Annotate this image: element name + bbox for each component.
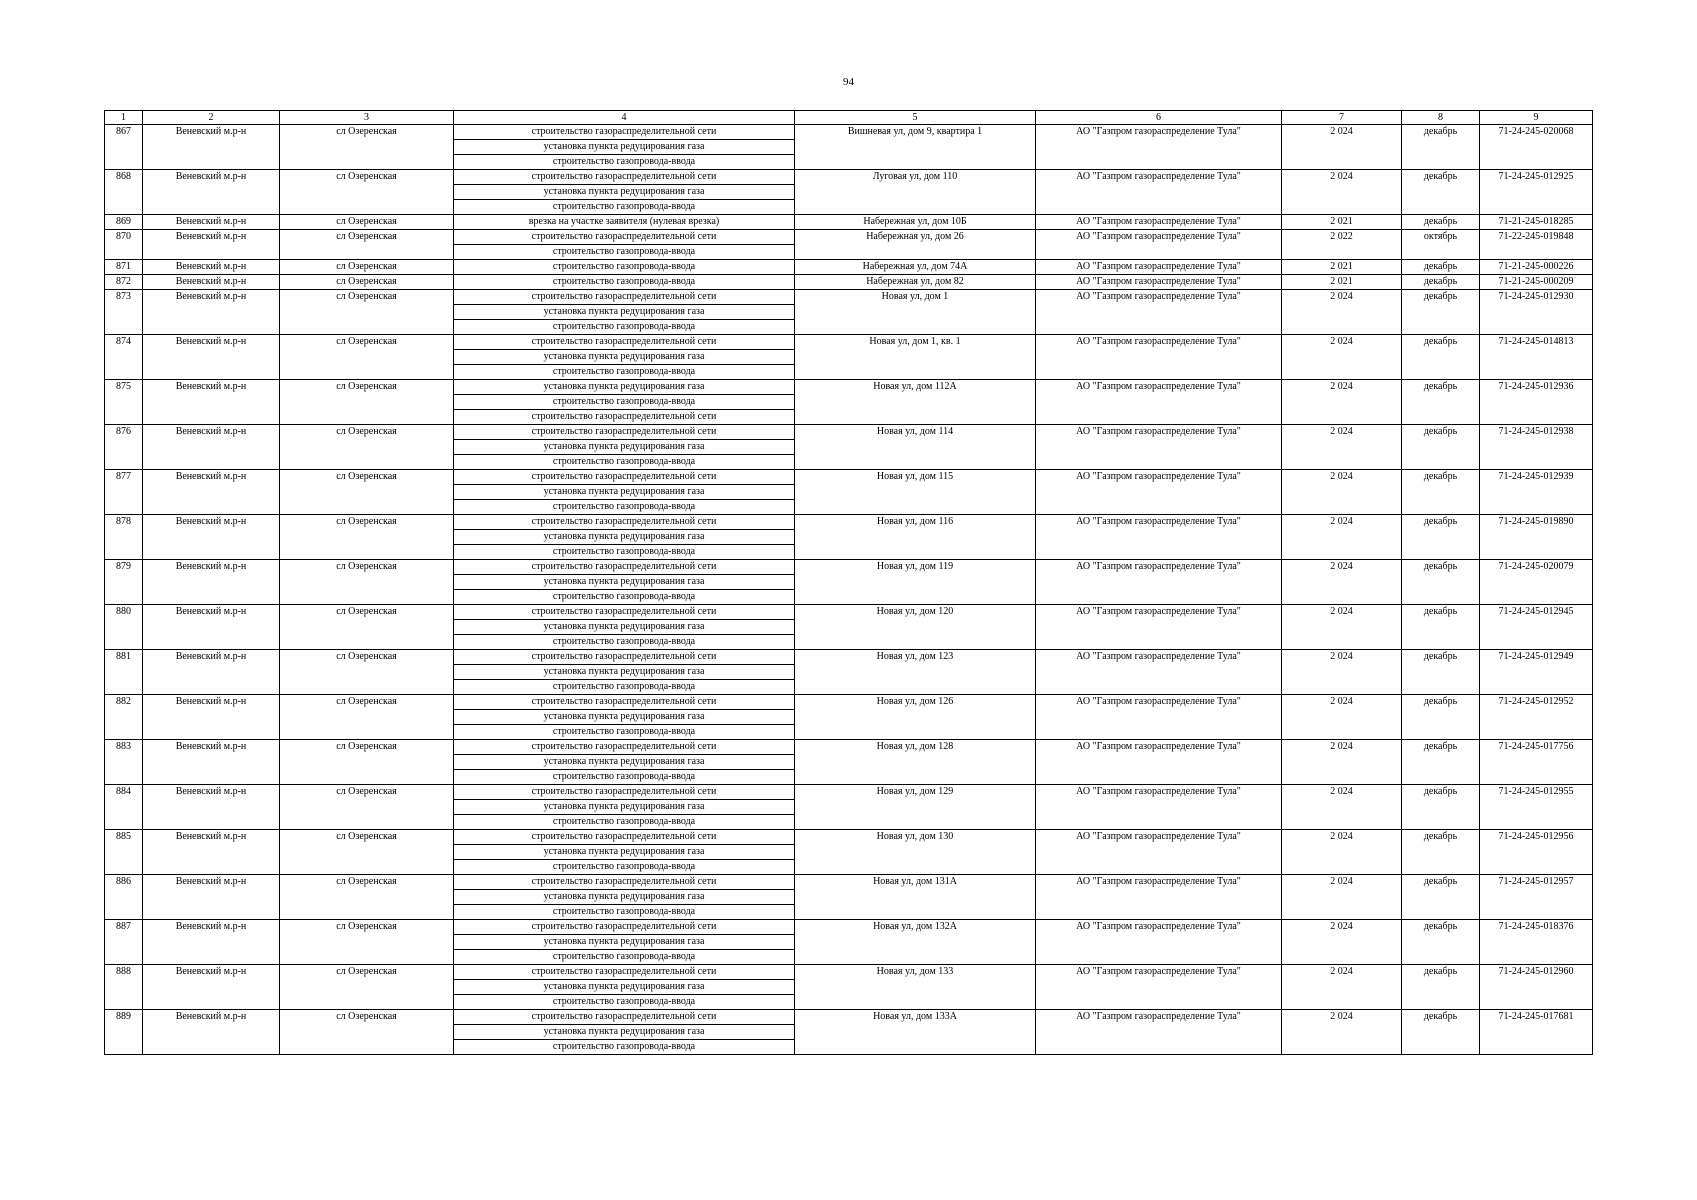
table-row xyxy=(105,230,1593,245)
district-cell: Веневский м.р-н xyxy=(143,125,280,170)
application-number-cell: 71-24-245-018376 xyxy=(1480,920,1593,965)
month-cell: декабрь xyxy=(1402,215,1480,230)
year-cell: 2 024 xyxy=(1282,650,1402,695)
application-number-cell: 71-24-245-020079 xyxy=(1480,560,1593,605)
row-number-cell: 884 xyxy=(105,785,143,830)
work-type-cell: установка пункта редуцирования газа xyxy=(454,305,795,320)
work-type-cell: строительство газопровода-ввода xyxy=(454,275,795,290)
work-type-cell: установка пункта редуцирования газа xyxy=(454,440,795,455)
month-cell: декабрь xyxy=(1402,380,1480,425)
settlement-cell: сл Озеренская xyxy=(280,920,454,965)
row-number-cell: 874 xyxy=(105,335,143,380)
month-cell: декабрь xyxy=(1402,920,1480,965)
work-type-cell: строительство газопровода-ввода xyxy=(454,455,795,470)
work-type-cell: строительство газопровода-ввода xyxy=(454,245,795,260)
year-cell: 2 024 xyxy=(1282,740,1402,785)
year-cell: 2 024 xyxy=(1282,335,1402,380)
work-type-cell: строительство газопровода-ввода xyxy=(454,320,795,335)
application-number-cell: 71-24-245-012945 xyxy=(1480,605,1593,650)
address-cell: Новая ул, дом 120 xyxy=(795,605,1036,650)
table-row xyxy=(105,875,1593,890)
month-cell: декабрь xyxy=(1402,605,1480,650)
page-number: 94 xyxy=(843,76,854,88)
row-number-cell: 882 xyxy=(105,695,143,740)
month-cell: декабрь xyxy=(1402,695,1480,740)
work-type-cell: строительство газораспределительной сети xyxy=(454,170,795,185)
settlement-cell: сл Озеренская xyxy=(280,560,454,605)
year-cell: 2 021 xyxy=(1282,275,1402,290)
work-type-cell: строительство газопровода-ввода xyxy=(454,635,795,650)
organization-cell: АО "Газпром газораспределение Тула" xyxy=(1036,740,1282,785)
year-cell: 2 021 xyxy=(1282,215,1402,230)
address-cell: Новая ул, дом 115 xyxy=(795,470,1036,515)
organization-cell: АО "Газпром газораспределение Тула" xyxy=(1036,170,1282,215)
district-cell: Веневский м.р-н xyxy=(143,785,280,830)
row-number-cell: 881 xyxy=(105,650,143,695)
table-row xyxy=(105,125,1593,140)
table-row xyxy=(105,275,1593,290)
district-cell: Веневский м.р-н xyxy=(143,605,280,650)
table-row xyxy=(105,920,1593,935)
district-cell: Веневский м.р-н xyxy=(143,740,280,785)
table-row xyxy=(105,470,1593,485)
application-number-cell: 71-24-245-012955 xyxy=(1480,785,1593,830)
address-cell: Набережная ул, дом 26 xyxy=(795,230,1036,260)
row-number-cell: 878 xyxy=(105,515,143,560)
settlement-cell: сл Озеренская xyxy=(280,125,454,170)
row-number-cell: 885 xyxy=(105,830,143,875)
year-cell: 2 024 xyxy=(1282,425,1402,470)
work-type-cell: строительство газопровода-ввода xyxy=(454,545,795,560)
row-number-cell: 883 xyxy=(105,740,143,785)
work-type-cell: строительство газораспределительной сети xyxy=(454,605,795,620)
application-number-cell: 71-24-245-012960 xyxy=(1480,965,1593,1010)
month-cell: декабрь xyxy=(1402,1010,1480,1055)
application-number-cell: 71-24-245-012938 xyxy=(1480,425,1593,470)
table-row xyxy=(105,335,1593,350)
settlement-cell: сл Озеренская xyxy=(280,230,454,260)
district-cell: Веневский м.р-н xyxy=(143,215,280,230)
row-number-cell: 872 xyxy=(105,275,143,290)
year-cell: 2 024 xyxy=(1282,560,1402,605)
year-cell: 2 024 xyxy=(1282,695,1402,740)
organization-cell: АО "Газпром газораспределение Тула" xyxy=(1036,515,1282,560)
row-number-cell: 880 xyxy=(105,605,143,650)
table-row xyxy=(105,740,1593,755)
district-cell: Веневский м.р-н xyxy=(143,260,280,275)
month-cell: декабрь xyxy=(1402,740,1480,785)
settlement-cell: сл Озеренская xyxy=(280,290,454,335)
district-cell: Веневский м.р-н xyxy=(143,425,280,470)
organization-cell: АО "Газпром газораспределение Тула" xyxy=(1036,920,1282,965)
row-number-cell: 876 xyxy=(105,425,143,470)
address-cell: Новая ул, дом 1, кв. 1 xyxy=(795,335,1036,380)
settlement-cell: сл Озеренская xyxy=(280,515,454,560)
year-cell: 2 024 xyxy=(1282,830,1402,875)
year-cell: 2 024 xyxy=(1282,290,1402,335)
application-number-cell: 71-22-245-019848 xyxy=(1480,230,1593,260)
work-type-cell: строительство газораспределительной сети xyxy=(454,785,795,800)
work-type-cell: строительство газораспределительной сети xyxy=(454,740,795,755)
row-number-cell: 886 xyxy=(105,875,143,920)
application-number-cell: 71-24-245-020068 xyxy=(1480,125,1593,170)
settlement-cell: сл Озеренская xyxy=(280,605,454,650)
district-cell: Веневский м.р-н xyxy=(143,170,280,215)
year-cell: 2 024 xyxy=(1282,170,1402,215)
table-row xyxy=(105,425,1593,440)
table-row xyxy=(105,830,1593,845)
district-cell: Веневский м.р-н xyxy=(143,380,280,425)
work-type-cell: установка пункта редуцирования газа xyxy=(454,380,795,395)
work-type-cell: строительство газораспределительной сети xyxy=(454,920,795,935)
settlement-cell: сл Озеренская xyxy=(280,215,454,230)
month-cell: декабрь xyxy=(1402,470,1480,515)
row-number-cell: 879 xyxy=(105,560,143,605)
month-cell: декабрь xyxy=(1402,425,1480,470)
work-type-cell: установка пункта редуцирования газа xyxy=(454,530,795,545)
work-type-cell: строительство газопровода-ввода xyxy=(454,860,795,875)
organization-cell: АО "Газпром газораспределение Тула" xyxy=(1036,470,1282,515)
work-type-cell: строительство газопровода-ввода xyxy=(454,260,795,275)
column-header: 7 xyxy=(1282,111,1402,125)
work-type-cell: установка пункта редуцирования газа xyxy=(454,800,795,815)
work-type-cell: строительство газопровода-ввода xyxy=(454,155,795,170)
application-number-cell: 71-24-245-012956 xyxy=(1480,830,1593,875)
work-type-cell: строительство газопровода-ввода xyxy=(454,950,795,965)
settlement-cell: сл Озеренская xyxy=(280,275,454,290)
work-type-cell: строительство газопровода-ввода xyxy=(454,395,795,410)
work-type-cell: установка пункта редуцирования газа xyxy=(454,620,795,635)
settlement-cell: сл Озеренская xyxy=(280,425,454,470)
row-number-cell: 871 xyxy=(105,260,143,275)
settlement-cell: сл Озеренская xyxy=(280,380,454,425)
column-header: 2 xyxy=(143,111,280,125)
table-row xyxy=(105,650,1593,665)
work-type-cell: установка пункта редуцирования газа xyxy=(454,890,795,905)
column-header: 5 xyxy=(795,111,1036,125)
settlement-cell: сл Озеренская xyxy=(280,965,454,1010)
work-type-cell: строительство газораспределительной сети xyxy=(454,470,795,485)
district-cell: Веневский м.р-н xyxy=(143,230,280,260)
work-type-cell: установка пункта редуцирования газа xyxy=(454,710,795,725)
district-cell: Веневский м.р-н xyxy=(143,920,280,965)
application-number-cell: 71-24-245-014813 xyxy=(1480,335,1593,380)
year-cell: 2 024 xyxy=(1282,920,1402,965)
work-type-cell: врезка на участке заявителя (нулевая врезка) xyxy=(454,215,795,230)
month-cell: декабрь xyxy=(1402,515,1480,560)
work-type-cell: установка пункта редуцирования газа xyxy=(454,140,795,155)
work-type-cell: строительство газопровода-ввода xyxy=(454,995,795,1010)
work-type-cell: строительство газопровода-ввода xyxy=(454,200,795,215)
district-cell: Веневский м.р-н xyxy=(143,695,280,740)
work-type-cell: строительство газораспределительной сети xyxy=(454,410,795,425)
settlement-cell: сл Озеренская xyxy=(280,695,454,740)
organization-cell: АО "Газпром газораспределение Тула" xyxy=(1036,335,1282,380)
work-type-cell: строительство газораспределительной сети xyxy=(454,515,795,530)
address-cell: Новая ул, дом 129 xyxy=(795,785,1036,830)
month-cell: декабрь xyxy=(1402,965,1480,1010)
column-header: 3 xyxy=(280,111,454,125)
month-cell: декабрь xyxy=(1402,335,1480,380)
work-type-cell: строительство газораспределительной сети xyxy=(454,650,795,665)
organization-cell: АО "Газпром газораспределение Тула" xyxy=(1036,425,1282,470)
settlement-cell: сл Озеренская xyxy=(280,785,454,830)
settlement-cell: сл Озеренская xyxy=(280,1010,454,1055)
year-cell: 2 024 xyxy=(1282,875,1402,920)
work-type-cell: строительство газораспределительной сети xyxy=(454,695,795,710)
year-cell: 2 024 xyxy=(1282,1010,1402,1055)
organization-cell: АО "Газпром газораспределение Тула" xyxy=(1036,560,1282,605)
year-cell: 2 024 xyxy=(1282,515,1402,560)
row-number-cell: 887 xyxy=(105,920,143,965)
work-type-cell: строительство газопровода-ввода xyxy=(454,590,795,605)
table-body xyxy=(105,111,1593,1055)
table-row xyxy=(105,560,1593,575)
application-number-cell: 71-24-245-017681 xyxy=(1480,1010,1593,1055)
work-type-cell: установка пункта редуцирования газа xyxy=(454,755,795,770)
registry-table xyxy=(104,110,1593,1055)
application-number-cell: 71-24-245-012930 xyxy=(1480,290,1593,335)
month-cell: декабрь xyxy=(1402,170,1480,215)
table-row xyxy=(105,605,1593,620)
work-type-cell: строительство газораспределительной сети xyxy=(454,425,795,440)
application-number-cell: 71-24-245-012949 xyxy=(1480,650,1593,695)
work-type-cell: строительство газораспределительной сети xyxy=(454,560,795,575)
district-cell: Веневский м.р-н xyxy=(143,875,280,920)
settlement-cell: сл Озеренская xyxy=(280,470,454,515)
year-cell: 2 024 xyxy=(1282,380,1402,425)
row-number-cell: 867 xyxy=(105,125,143,170)
organization-cell: АО "Газпром газораспределение Тула" xyxy=(1036,830,1282,875)
organization-cell: АО "Газпром газораспределение Тула" xyxy=(1036,215,1282,230)
work-type-cell: строительство газораспределительной сети xyxy=(454,230,795,245)
row-number-cell: 877 xyxy=(105,470,143,515)
table-row xyxy=(105,290,1593,305)
district-cell: Веневский м.р-н xyxy=(143,335,280,380)
settlement-cell: сл Озеренская xyxy=(280,875,454,920)
year-cell: 2 021 xyxy=(1282,260,1402,275)
work-type-cell: строительство газопровода-ввода xyxy=(454,680,795,695)
work-type-cell: строительство газораспределительной сети xyxy=(454,1010,795,1025)
address-cell: Новая ул, дом 132А xyxy=(795,920,1036,965)
settlement-cell: сл Озеренская xyxy=(280,335,454,380)
work-type-cell: строительство газораспределительной сети xyxy=(454,830,795,845)
application-number-cell: 71-21-245-000226 xyxy=(1480,260,1593,275)
column-header: 6 xyxy=(1036,111,1282,125)
organization-cell: АО "Газпром газораспределение Тула" xyxy=(1036,275,1282,290)
work-type-cell: строительство газораспределительной сети xyxy=(454,875,795,890)
table-row xyxy=(105,380,1593,395)
month-cell: декабрь xyxy=(1402,275,1480,290)
settlement-cell: сл Озеренская xyxy=(280,740,454,785)
application-number-cell: 71-24-245-017756 xyxy=(1480,740,1593,785)
address-cell: Луговая ул, дом 110 xyxy=(795,170,1036,215)
work-type-cell: установка пункта редуцирования газа xyxy=(454,935,795,950)
work-type-cell: установка пункта редуцирования газа xyxy=(454,980,795,995)
work-type-cell: установка пункта редуцирования газа xyxy=(454,185,795,200)
settlement-cell: сл Озеренская xyxy=(280,830,454,875)
row-number-cell: 869 xyxy=(105,215,143,230)
row-number-cell: 870 xyxy=(105,230,143,260)
address-cell: Новая ул, дом 1 xyxy=(795,290,1036,335)
year-cell: 2 024 xyxy=(1282,965,1402,1010)
district-cell: Веневский м.р-н xyxy=(143,560,280,605)
column-header-row xyxy=(105,111,1593,125)
settlement-cell: сл Озеренская xyxy=(280,170,454,215)
application-number-cell: 71-24-245-012939 xyxy=(1480,470,1593,515)
work-type-cell: строительство газопровода-ввода xyxy=(454,1040,795,1055)
address-cell: Новая ул, дом 112А xyxy=(795,380,1036,425)
work-type-cell: строительство газораспределительной сети xyxy=(454,965,795,980)
application-number-cell: 71-24-245-019890 xyxy=(1480,515,1593,560)
work-type-cell: установка пункта редуцирования газа xyxy=(454,485,795,500)
year-cell: 2 024 xyxy=(1282,605,1402,650)
district-cell: Веневский м.р-н xyxy=(143,515,280,560)
table-row xyxy=(105,170,1593,185)
district-cell: Веневский м.р-н xyxy=(143,275,280,290)
work-type-cell: строительство газопровода-ввода xyxy=(454,365,795,380)
table-row xyxy=(105,260,1593,275)
work-type-cell: установка пункта редуцирования газа xyxy=(454,350,795,365)
address-cell: Набережная ул, дом 10Б xyxy=(795,215,1036,230)
work-type-cell: строительство газопровода-ввода xyxy=(454,770,795,785)
application-number-cell: 71-24-245-012936 xyxy=(1480,380,1593,425)
month-cell: декабрь xyxy=(1402,290,1480,335)
work-type-cell: установка пункта редуцирования газа xyxy=(454,1025,795,1040)
row-number-cell: 868 xyxy=(105,170,143,215)
address-cell: Новая ул, дом 126 xyxy=(795,695,1036,740)
row-number-cell: 875 xyxy=(105,380,143,425)
month-cell: декабрь xyxy=(1402,830,1480,875)
work-type-cell: установка пункта редуцирования газа xyxy=(454,665,795,680)
organization-cell: АО "Газпром газораспределение Тула" xyxy=(1036,965,1282,1010)
district-cell: Веневский м.р-н xyxy=(143,470,280,515)
address-cell: Новая ул, дом 133 xyxy=(795,965,1036,1010)
address-cell: Новая ул, дом 123 xyxy=(795,650,1036,695)
table-row xyxy=(105,965,1593,980)
year-cell: 2 024 xyxy=(1282,470,1402,515)
column-header: 1 xyxy=(105,111,143,125)
address-cell: Набережная ул, дом 74А xyxy=(795,260,1036,275)
table-row xyxy=(105,515,1593,530)
organization-cell: АО "Газпром газораспределение Тула" xyxy=(1036,650,1282,695)
address-cell: Набережная ул, дом 82 xyxy=(795,275,1036,290)
work-type-cell: установка пункта редуцирования газа xyxy=(454,575,795,590)
month-cell: декабрь xyxy=(1402,650,1480,695)
settlement-cell: сл Озеренская xyxy=(280,260,454,275)
organization-cell: АО "Газпром газораспределение Тула" xyxy=(1036,1010,1282,1055)
month-cell: октябрь xyxy=(1402,230,1480,260)
district-cell: Веневский м.р-н xyxy=(143,830,280,875)
application-number-cell: 71-21-245-018285 xyxy=(1480,215,1593,230)
row-number-cell: 873 xyxy=(105,290,143,335)
year-cell: 2 024 xyxy=(1282,785,1402,830)
work-type-cell: установка пункта редуцирования газа xyxy=(454,845,795,860)
address-cell: Новая ул, дом 130 xyxy=(795,830,1036,875)
work-type-cell: строительство газораспределительной сети xyxy=(454,290,795,305)
district-cell: Веневский м.р-н xyxy=(143,650,280,695)
settlement-cell: сл Озеренская xyxy=(280,650,454,695)
address-cell: Новая ул, дом 119 xyxy=(795,560,1036,605)
row-number-cell: 889 xyxy=(105,1010,143,1055)
work-type-cell: строительство газопровода-ввода xyxy=(454,905,795,920)
organization-cell: АО "Газпром газораспределение Тула" xyxy=(1036,290,1282,335)
organization-cell: АО "Газпром газораспределение Тула" xyxy=(1036,695,1282,740)
month-cell: декабрь xyxy=(1402,560,1480,605)
month-cell: декабрь xyxy=(1402,125,1480,170)
row-number-cell: 888 xyxy=(105,965,143,1010)
district-cell: Веневский м.р-н xyxy=(143,290,280,335)
application-number-cell: 71-24-245-012925 xyxy=(1480,170,1593,215)
table-row xyxy=(105,785,1593,800)
address-cell: Новая ул, дом 133А xyxy=(795,1010,1036,1055)
application-number-cell: 71-21-245-000209 xyxy=(1480,275,1593,290)
month-cell: декабрь xyxy=(1402,785,1480,830)
address-cell: Новая ул, дом 131А xyxy=(795,875,1036,920)
work-type-cell: строительство газопровода-ввода xyxy=(454,725,795,740)
work-type-cell: строительство газопровода-ввода xyxy=(454,500,795,515)
year-cell: 2 024 xyxy=(1282,125,1402,170)
column-header: 9 xyxy=(1480,111,1593,125)
column-header: 8 xyxy=(1402,111,1480,125)
application-number-cell: 71-24-245-012952 xyxy=(1480,695,1593,740)
work-type-cell: строительство газораспределительной сети xyxy=(454,125,795,140)
month-cell: декабрь xyxy=(1402,260,1480,275)
address-cell: Новая ул, дом 128 xyxy=(795,740,1036,785)
application-number-cell: 71-24-245-012957 xyxy=(1480,875,1593,920)
address-cell: Вишневая ул, дом 9, квартира 1 xyxy=(795,125,1036,170)
table-row xyxy=(105,695,1593,710)
organization-cell: АО "Газпром газораспределение Тула" xyxy=(1036,230,1282,260)
organization-cell: АО "Газпром газораспределение Тула" xyxy=(1036,260,1282,275)
table-row xyxy=(105,215,1593,230)
table-row xyxy=(105,1010,1593,1025)
address-cell: Новая ул, дом 116 xyxy=(795,515,1036,560)
work-type-cell: строительство газопровода-ввода xyxy=(454,815,795,830)
work-type-cell: строительство газораспределительной сети xyxy=(454,335,795,350)
district-cell: Веневский м.р-н xyxy=(143,965,280,1010)
address-cell: Новая ул, дом 114 xyxy=(795,425,1036,470)
column-header: 4 xyxy=(454,111,795,125)
organization-cell: АО "Газпром газораспределение Тула" xyxy=(1036,380,1282,425)
organization-cell: АО "Газпром газораспределение Тула" xyxy=(1036,875,1282,920)
district-cell: Веневский м.р-н xyxy=(143,1010,280,1055)
year-cell: 2 022 xyxy=(1282,230,1402,260)
organization-cell: АО "Газпром газораспределение Тула" xyxy=(1036,125,1282,170)
organization-cell: АО "Газпром газораспределение Тула" xyxy=(1036,785,1282,830)
month-cell: декабрь xyxy=(1402,875,1480,920)
organization-cell: АО "Газпром газораспределение Тула" xyxy=(1036,605,1282,650)
